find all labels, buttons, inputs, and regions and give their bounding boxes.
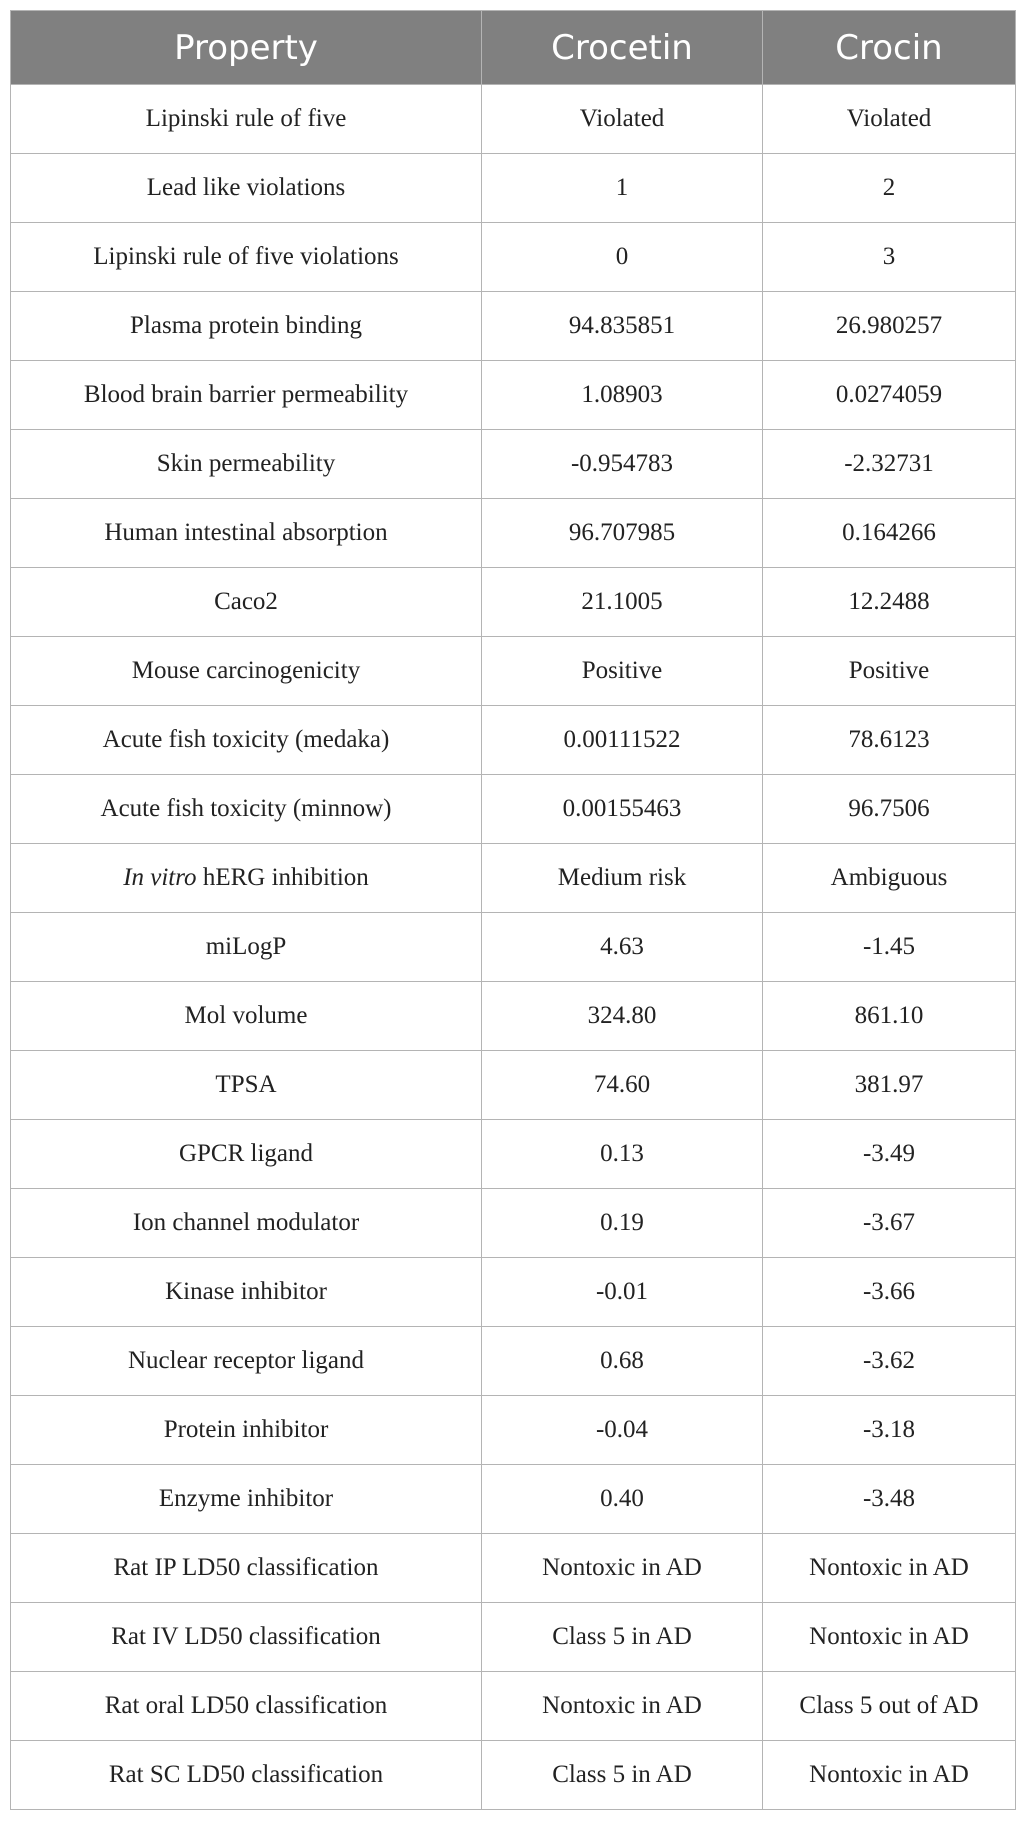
table-row	[11, 1327, 1016, 1396]
crocetin-cell: 4.63	[482, 913, 763, 982]
property-cell: GPCR ligand	[11, 1120, 482, 1189]
property-cell: Lipinski rule of five violations	[11, 223, 482, 292]
crocetin-cell: 0.13	[482, 1120, 763, 1189]
property-cell: Skin permeability	[11, 430, 482, 499]
crocin-cell: 96.7506	[763, 775, 1016, 844]
table-row	[11, 1120, 1016, 1189]
properties-table-container	[10, 10, 1015, 1810]
property-cell: Mol volume	[11, 982, 482, 1051]
crocetin-cell: 74.60	[482, 1051, 763, 1120]
table-row	[11, 1396, 1016, 1465]
table-row	[11, 292, 1016, 361]
property-cell: Protein inhibitor	[11, 1396, 482, 1465]
property-cell: Ion channel modulator	[11, 1189, 482, 1258]
crocin-cell: -3.67	[763, 1189, 1016, 1258]
table-row	[11, 775, 1016, 844]
crocetin-cell: Positive	[482, 637, 763, 706]
table-row	[11, 430, 1016, 499]
crocin-cell: 0.0274059	[763, 361, 1016, 430]
crocetin-cell: 0.68	[482, 1327, 763, 1396]
property-italic-prefix: In vitro	[123, 864, 197, 891]
crocetin-cell: 0	[482, 223, 763, 292]
property-cell: Rat oral LD50 classification	[11, 1672, 482, 1741]
property-cell: Kinase inhibitor	[11, 1258, 482, 1327]
crocetin-cell: -0.04	[482, 1396, 763, 1465]
property-cell: TPSA	[11, 1051, 482, 1120]
table-row	[11, 568, 1016, 637]
crocetin-cell: 1.08903	[482, 361, 763, 430]
table-row	[11, 1741, 1016, 1810]
table-row	[11, 844, 1016, 913]
property-cell: Human intestinal absorption	[11, 499, 482, 568]
crocin-cell: Positive	[763, 637, 1016, 706]
crocetin-cell: Class 5 in AD	[482, 1741, 763, 1810]
property-cell	[11, 844, 482, 913]
crocetin-cell: -0.01	[482, 1258, 763, 1327]
property-cell: Caco2	[11, 568, 482, 637]
crocetin-cell: -0.954783	[482, 430, 763, 499]
table-row	[11, 361, 1016, 430]
crocin-cell: Nontoxic in AD	[763, 1603, 1016, 1672]
table-row	[11, 982, 1016, 1051]
crocin-cell: -3.18	[763, 1396, 1016, 1465]
crocin-cell: -1.45	[763, 913, 1016, 982]
property-cell: miLogP	[11, 913, 482, 982]
table-row	[11, 1189, 1016, 1258]
table-row	[11, 1603, 1016, 1672]
crocetin-cell: 94.835851	[482, 292, 763, 361]
property-cell: Nuclear receptor ligand	[11, 1327, 482, 1396]
property-cell: Acute fish toxicity (minnow)	[11, 775, 482, 844]
crocin-cell: 0.164266	[763, 499, 1016, 568]
crocetin-cell: 0.00111522	[482, 706, 763, 775]
crocin-cell: Nontoxic in AD	[763, 1534, 1016, 1603]
table-row	[11, 913, 1016, 982]
crocin-cell: Nontoxic in AD	[763, 1741, 1016, 1810]
crocetin-cell: 0.40	[482, 1465, 763, 1534]
property-text: hERG inhibition	[196, 864, 369, 891]
crocin-cell: 861.10	[763, 982, 1016, 1051]
table-row	[11, 1534, 1016, 1603]
table-row	[11, 1672, 1016, 1741]
crocetin-cell: 1	[482, 154, 763, 223]
table-row	[11, 637, 1016, 706]
crocetin-cell: 96.707985	[482, 499, 763, 568]
property-cell: Rat IP LD50 classification	[11, 1534, 482, 1603]
crocin-cell: 78.6123	[763, 706, 1016, 775]
crocetin-cell: Class 5 in AD	[482, 1603, 763, 1672]
table-row	[11, 1258, 1016, 1327]
crocin-cell: 2	[763, 154, 1016, 223]
crocetin-cell: 0.19	[482, 1189, 763, 1258]
crocin-cell: Violated	[763, 85, 1016, 154]
table-row	[11, 499, 1016, 568]
crocetin-cell: 0.00155463	[482, 775, 763, 844]
crocin-cell: Class 5 out of AD	[763, 1672, 1016, 1741]
properties-table	[10, 10, 1016, 1810]
table-row	[11, 1465, 1016, 1534]
table-row	[11, 1051, 1016, 1120]
crocin-cell: -2.32731	[763, 430, 1016, 499]
crocetin-cell: Medium risk	[482, 844, 763, 913]
header-row	[11, 11, 1016, 85]
crocin-cell: -3.66	[763, 1258, 1016, 1327]
property-cell: Lipinski rule of five	[11, 85, 482, 154]
column-header-property: Property	[11, 11, 482, 85]
table-body	[11, 85, 1016, 1810]
crocetin-cell: Violated	[482, 85, 763, 154]
property-cell: Mouse carcinogenicity	[11, 637, 482, 706]
property-cell: Blood brain barrier permeability	[11, 361, 482, 430]
property-cell: Rat IV LD50 classification	[11, 1603, 482, 1672]
column-header-crocin: Crocin	[763, 11, 1016, 85]
crocetin-cell: 21.1005	[482, 568, 763, 637]
table-row	[11, 154, 1016, 223]
property-cell: Rat SC LD50 classification	[11, 1741, 482, 1810]
table-row	[11, 706, 1016, 775]
crocetin-cell: 324.80	[482, 982, 763, 1051]
crocetin-cell: Nontoxic in AD	[482, 1534, 763, 1603]
crocin-cell: 26.980257	[763, 292, 1016, 361]
crocetin-cell: Nontoxic in AD	[482, 1672, 763, 1741]
crocin-cell: 3	[763, 223, 1016, 292]
crocin-cell: 12.2488	[763, 568, 1016, 637]
crocin-cell: -3.49	[763, 1120, 1016, 1189]
property-cell: Enzyme inhibitor	[11, 1465, 482, 1534]
crocin-cell: -3.48	[763, 1465, 1016, 1534]
column-header-crocetin: Crocetin	[482, 11, 763, 85]
table-header	[11, 11, 1016, 85]
property-cell: Plasma protein binding	[11, 292, 482, 361]
crocin-cell: -3.62	[763, 1327, 1016, 1396]
crocin-cell: Ambiguous	[763, 844, 1016, 913]
crocin-cell: 381.97	[763, 1051, 1016, 1120]
property-cell: Acute fish toxicity (medaka)	[11, 706, 482, 775]
property-cell: Lead like violations	[11, 154, 482, 223]
table-row	[11, 223, 1016, 292]
table-row	[11, 85, 1016, 154]
